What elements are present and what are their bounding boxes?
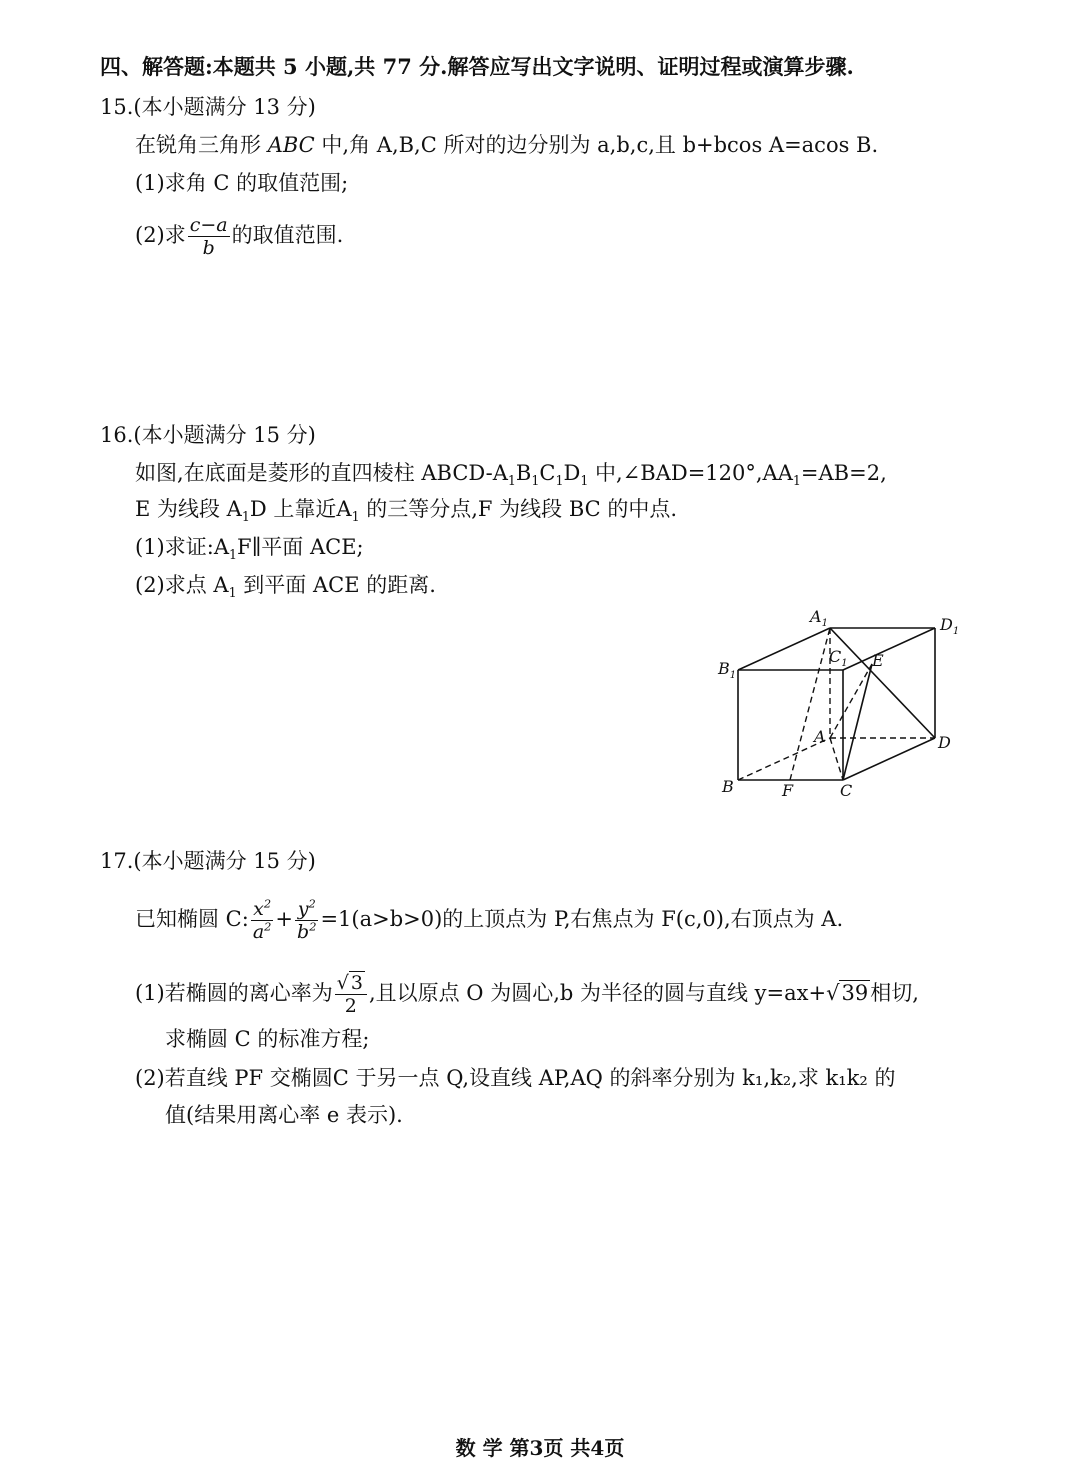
q16-line1 (135, 458, 887, 488)
q17-frac-y-num: $y^2$ (295, 898, 318, 921)
q15-fraction (188, 214, 230, 259)
label-a: A (814, 727, 826, 746)
q16-title: 16.(本小题满分 15 分) (100, 423, 316, 447)
label-c1: $C_1$ (829, 647, 848, 669)
label-d: D (938, 733, 951, 752)
q16-line1-a: 如图,在底面是菱形的直四棱柱 ABCD-A (135, 461, 508, 485)
edge-ae-hidden (830, 664, 872, 738)
sub-1: 1 (555, 473, 564, 489)
sub-1: 1 (580, 473, 589, 489)
q17-part1-b: ,且以原点 O 为圆心,b 为半径的圆与直线 y=ax+ (368, 981, 827, 1005)
q16-line1-b: B (515, 461, 532, 485)
q16-part2-b: 到平面 ACE 的距离. (236, 573, 436, 597)
prism-figure (700, 600, 980, 810)
q16-part2-a: (2)求点 A (135, 573, 229, 597)
label-e: E (872, 651, 884, 670)
sub-1: 1 (351, 509, 360, 525)
q17-part1-a: (1)若椭圆的离心率为 (135, 981, 333, 1005)
q15-title: 15.(本小题满分 13 分) (100, 95, 316, 119)
label-b: B (722, 777, 734, 796)
label-a1: $A_1$ (810, 607, 828, 629)
q15-stem-mid: 中,角 A,B,C 所对的边分别为 a,b,c,且 b+bcos A=acos B. (314, 133, 879, 157)
q17-frac-x (251, 898, 274, 943)
q16-part1 (135, 532, 364, 562)
sub-1: 1 (229, 547, 238, 563)
label-c: C (840, 781, 853, 800)
q15-stem (135, 130, 878, 160)
q17-sqrt39: 39 (841, 981, 869, 1005)
q16-part1-b: F∥平面 ACE; (237, 535, 364, 559)
page-footer: 数 学 第3页 共4页 (455, 1436, 625, 1460)
q17-ecc-num: √ 3 (335, 972, 367, 995)
q15-stem-prefix: 在锐角三角形 (135, 133, 268, 157)
section-header: 四、解答题:本题共 5 小题,共 77 分.解答应写出文字说明、证明过程或演算步骤. (100, 54, 854, 79)
q17-part1-line2: 求椭圆 C 的标准方程; (165, 1027, 370, 1051)
q15-frac-den: b (202, 237, 215, 259)
q17-stem-suffix: =1(a>b>0)的上顶点为 P,右焦点为 F(c,0),右顶点为 A. (320, 907, 844, 931)
q16-line2 (135, 494, 677, 524)
q17-frac-x-num: $x^2$ (251, 898, 274, 921)
q15-part2-prefix: (2)求 (135, 223, 186, 247)
q17-part1: (1)若椭圆的离心率为 $\frac{√ 3}{2}$ ,且以原点 O 为圆心,b 为半径的圆与直线 y=ax+√39相切, (135, 972, 919, 1017)
q17-part2-line1: (2)若直线 PF 交椭圆C 于另一点 Q,设直线 AP,AQ 的斜率分别为 k₁,k₂,求 k₁k₂ 的 (135, 1066, 896, 1090)
q15-part2-suffix: 的取值范围. (231, 223, 344, 247)
q17-plus: + (275, 907, 294, 931)
q16-line2-a: E 为线段 A (135, 497, 242, 521)
q17-title: 17.(本小题满分 15 分) (100, 849, 316, 873)
sub-1: 1 (241, 509, 250, 525)
q15-part1: (1)求角 C 的取值范围; (135, 171, 349, 195)
label-d1: $D_1$ (940, 615, 960, 637)
sub-1: 1 (228, 585, 237, 601)
edge-ac-hidden (830, 738, 843, 780)
q17-frac-x-den: $a^2$ (252, 919, 272, 943)
q15-frac-num: c−a (189, 214, 228, 236)
q17-stem-prefix: 已知椭圆 C: (135, 907, 249, 931)
label-b1: $B_1$ (718, 659, 737, 681)
q17-ecc-fraction (335, 972, 367, 1017)
edge-b1a1 (738, 628, 830, 670)
q16-line1-f: =AB=2, (800, 461, 887, 485)
edge-cd (843, 738, 935, 780)
sub-1: 1 (792, 473, 801, 489)
q16-part2 (135, 570, 436, 600)
q17-frac-y-den: $b^2$ (297, 919, 317, 943)
edge-fa1-hidden (790, 628, 830, 780)
q16-part1-a: (1)求证:A (135, 535, 229, 559)
q15-stem-abc: ABC (267, 133, 315, 157)
q16-line1-c: C (539, 461, 556, 485)
q17-ecc-den: 2 (344, 995, 357, 1017)
q17-frac-y (295, 898, 318, 943)
edge-d1c1 (843, 628, 935, 670)
edge-a1d (830, 628, 935, 738)
q17-stem (135, 898, 843, 943)
q17-part2-line2: 值(结果用离心率 e 表示). (165, 1103, 403, 1127)
q16-line1-d: D (563, 461, 581, 485)
edge-ce (843, 664, 872, 780)
q16-line1-e: 中,∠BAD=120°,AA (588, 461, 793, 485)
q15-part2 (135, 214, 343, 259)
q17-part1-c: 相切, (870, 981, 919, 1005)
q16-line2-b: D 上靠近A (249, 497, 352, 521)
q16-line2-c: 的三等分点,F 为线段 BC 的中点. (359, 497, 678, 521)
label-f: F (782, 781, 794, 800)
sub-1: 1 (531, 473, 540, 489)
sub-1: 1 (507, 473, 516, 489)
